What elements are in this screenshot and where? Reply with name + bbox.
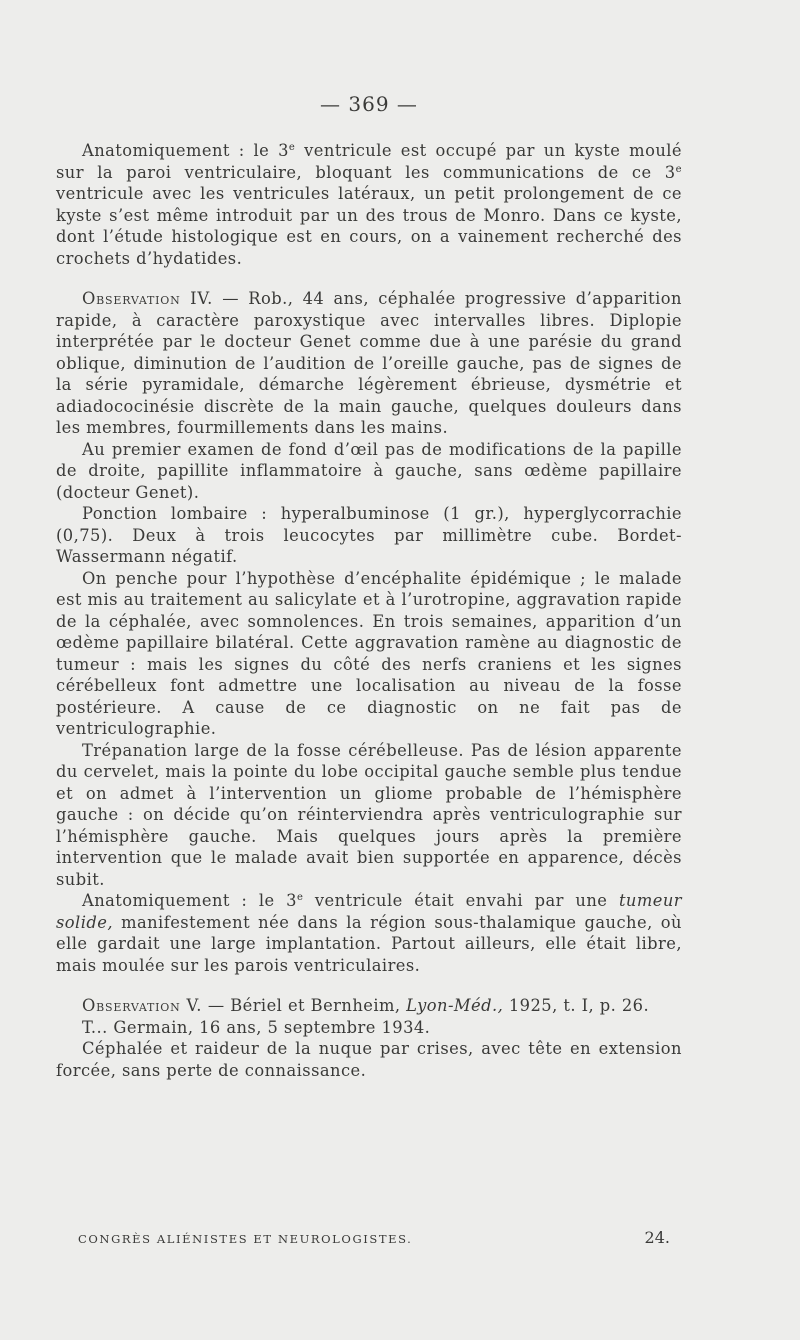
observation-iv-heading: Observation IV. [82, 289, 214, 308]
paragraph-anatomy-kyste: Anatomiquement : le 3e ventricule est occupé par un kyste moulé sur la paroi ventriculaire, bloquant les communications de ce 3e ventricule avec les ventricules latéraux, un petit prolongement de ce kyste s’est même introduit par un des trous de Monro. Dans ce kyste, dont l’étude histologique est en cours, on a vainement recherché des crochets d’hydatides. [56, 141, 683, 268]
observation-iv: Observation IV. — Rob., 44 ans, céphalée progressive d’apparition rapide, à caractère paroxystique avec intervalles libres. Diplopie interprétée par le docteur Genet comme due à une parésie du grand oblique, diminution de l’audition de l’oreille gauche, pas de signes de la série pyramidale, démarche légèrement ébrieuse, dysmétrie et adiadococinésie discrète de la main gauche, quelques douleurs dans les membres, fourmillements dans les mains. [56, 289, 682, 437]
observation-v: Observation V. — Bériel et Bernheim, Lyon-Méd., 1925, t. I, p. 26. [82, 996, 650, 1015]
paragraph-hypothese: On penche pour l’hypothèse d’encéphalite épidémique ; le malade est mis au traitement au salicylate et à l’urotropine, aggravation rapide de la céphalée, avec somnolences. En trois semaines, apparition d’un œdème papillaire bilatéral. Cette aggravation ramène au diagnostic de tumeur : mais les signes du côté des nerfs craniens et les signes cérébelleux font admettre une localisation au niveau de la fosse postérieure. A cause de ce diagnostic on ne fait pas de ventriculographie. [56, 568, 682, 738]
paragraph-patient: T... Germain, 16 ans, 5 septembre 1934. [82, 1017, 431, 1037]
paragraph-cephalee: Céphalée et raideur de la nuque par crises, avec tête en extension forcée, sans perte de connaissance. [56, 1039, 682, 1080]
paragraph-trepanation: Trépanation large de la fosse cérébelleuse. Pas de lésion apparente du cervelet, mais la pointe du lobe occipital gauche semble plus tendue et on admet à l’intervention un gliome probable de l’hémisphère gauche : on décide qu’on réinterviendra après ventriculographie sur l’hémisphère gauche. Mais quelques jours après la première intervention que le malade avait bien supportée en apparence, décès subit. [56, 740, 682, 889]
observation-v-heading: Observation V. [82, 996, 203, 1015]
journal-reference: Lyon-Méd., [406, 996, 504, 1015]
footer-publication: CONGRÈS ALIÉNISTES ET NEUROLOGISTES. [78, 1232, 413, 1246]
paragraph-anatomy-tumeur: Anatomiquement : le 3e ventricule était envahi par une tumeur solide, manifestement née dans la région sous-thalamique gauche, où elle gardait une large implantation. Partout ailleurs, elle était libre, mais moulée sur les parois ventriculaires. [56, 891, 683, 975]
document-page [56, 92, 682, 1081]
page-number: — 369 — [320, 92, 418, 116]
paragraph-fond-oeil: Au premier examen de fond d’œil pas de modifications de la papille de droite, papillite inflammatoire à gauche, sans œdème papillaire (docteur Genet). [56, 439, 682, 502]
paragraph-ponction: Ponction lombaire : hyperalbuminose (1 gr.), hyperglycorrachie (0,75). Deux à trois leucocytes par millimètre cube. Bordet-Wassermann négatif. [56, 504, 682, 566]
footer-signature-number: 24. [644, 1228, 670, 1247]
page-footer [78, 1228, 670, 1247]
